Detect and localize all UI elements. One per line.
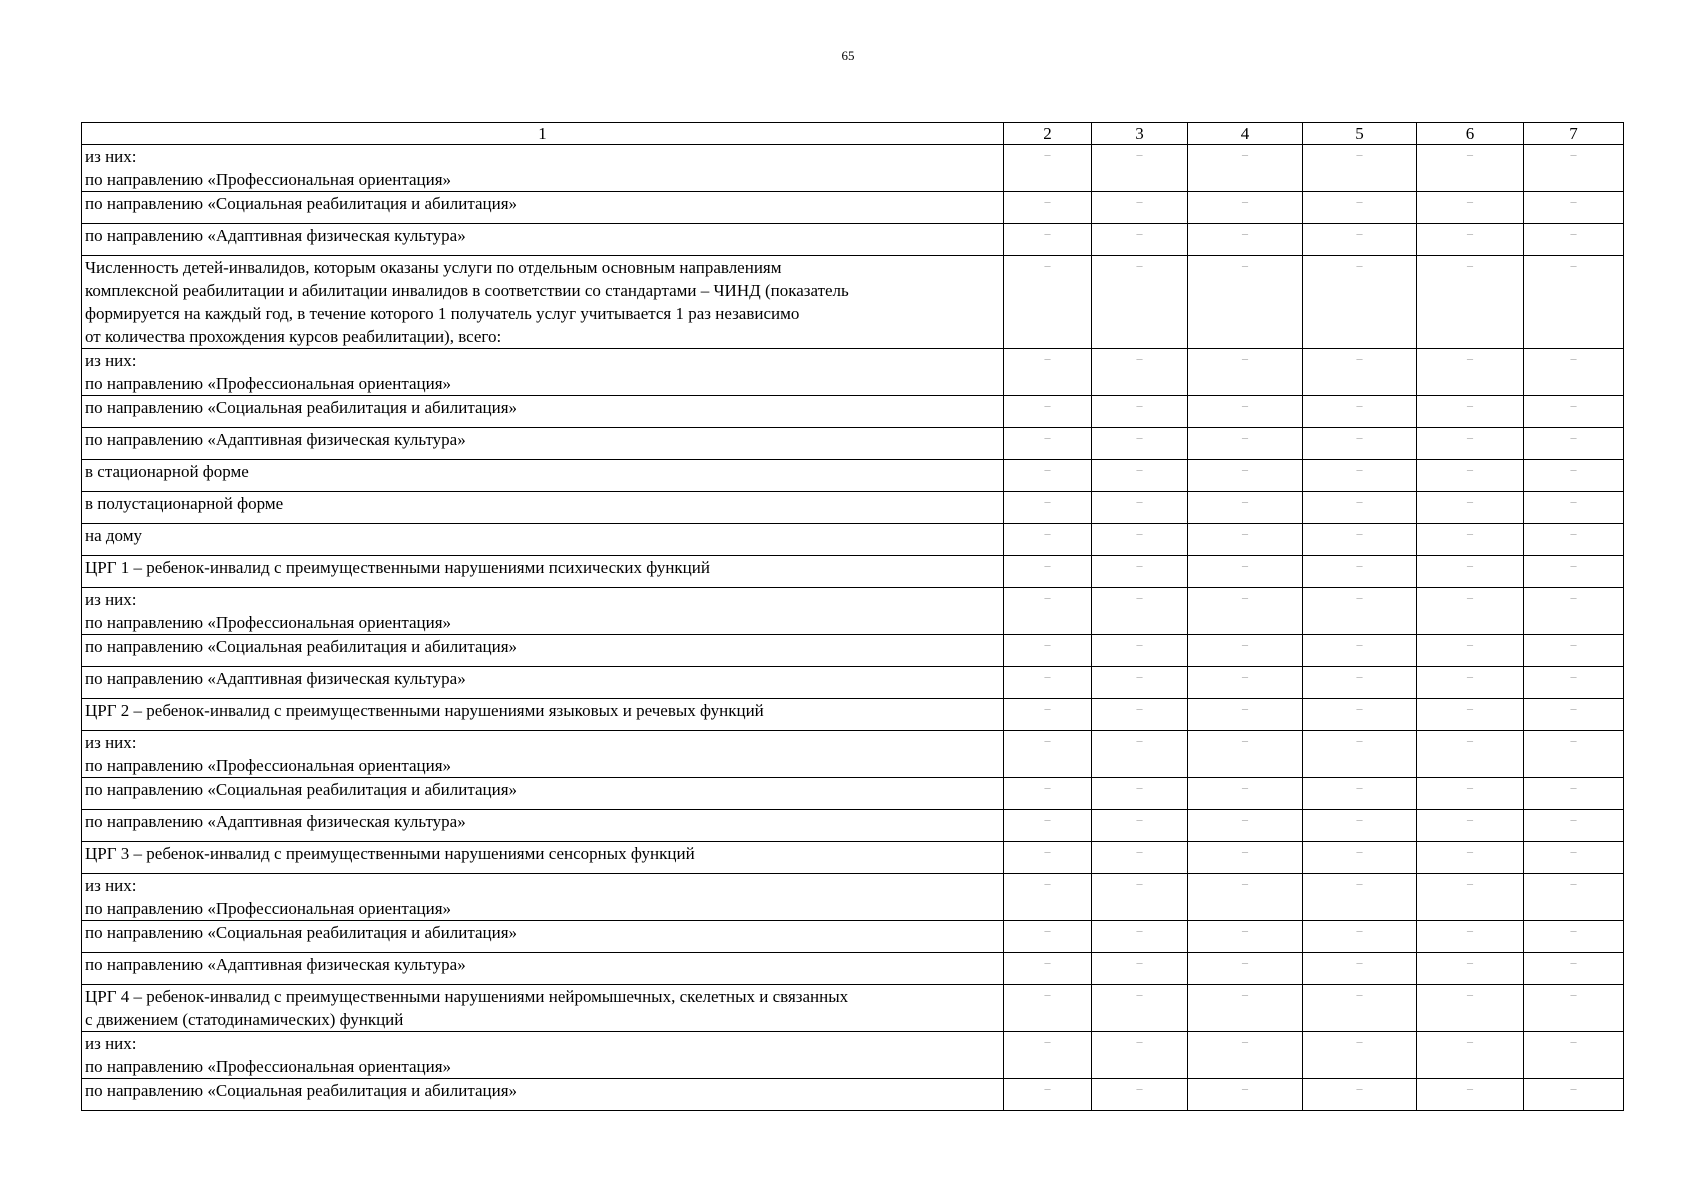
cell-col-7: – [1524,492,1624,524]
column-header-2: 2 [1004,123,1092,145]
cell-col-2: – [1004,1032,1092,1079]
table-row [82,145,1624,192]
cell-col-7: – [1524,953,1624,985]
table-row [82,349,1624,396]
table-row [82,635,1624,667]
table-row [82,492,1624,524]
cell-col-5: – [1303,492,1417,524]
cell-col-2: – [1004,396,1092,428]
row-label: в полустационарной форме [82,492,1004,524]
cell-col-3: – [1092,192,1188,224]
table-row [82,699,1624,731]
cell-col-5: – [1303,192,1417,224]
cell-col-6: – [1417,810,1524,842]
cell-col-5: – [1303,778,1417,810]
column-header-5: 5 [1303,123,1417,145]
cell-col-7: – [1524,192,1624,224]
cell-col-5: – [1303,1079,1417,1111]
cell-col-5: – [1303,224,1417,256]
cell-col-2: – [1004,921,1092,953]
table-row [82,224,1624,256]
cell-col-3: – [1092,953,1188,985]
cell-col-5: – [1303,428,1417,460]
cell-col-4: – [1188,256,1303,349]
table-row [82,588,1624,635]
cell-col-7: – [1524,667,1624,699]
row-label: ЦРГ 2 – ребенок-инвалид с преимущественными нарушениями языковых и речевых функций [82,699,1004,731]
cell-col-6: – [1417,256,1524,349]
table-row [82,810,1624,842]
cell-col-2: – [1004,224,1092,256]
row-label: по направлению «Адаптивная физическая культура» [82,953,1004,985]
cell-col-6: – [1417,145,1524,192]
cell-col-7: – [1524,842,1624,874]
cell-col-4: – [1188,731,1303,778]
column-header-1: 1 [82,123,1004,145]
cell-col-5: – [1303,588,1417,635]
cell-col-3: – [1092,256,1188,349]
cell-col-4: – [1188,492,1303,524]
cell-col-7: – [1524,778,1624,810]
cell-col-2: – [1004,985,1092,1032]
cell-col-3: – [1092,699,1188,731]
table-row [82,667,1624,699]
row-label: ЦРГ 4 – ребенок-инвалид с преимущественными нарушениями нейромышечных, скелетных и связанных с движением (статодинамических) функций [82,985,1004,1032]
cell-col-6: – [1417,635,1524,667]
row-label: по направлению «Социальная реабилитация и абилитация» [82,921,1004,953]
cell-col-7: – [1524,635,1624,667]
cell-col-4: – [1188,810,1303,842]
cell-col-3: – [1092,1079,1188,1111]
cell-col-2: – [1004,778,1092,810]
page-number: 65 [841,48,855,63]
row-label: из них: по направлению «Профессиональная ориентация» [82,1032,1004,1079]
cell-col-3: – [1092,145,1188,192]
table-row [82,731,1624,778]
cell-col-2: – [1004,588,1092,635]
cell-col-2: – [1004,810,1092,842]
cell-col-7: – [1524,1032,1624,1079]
cell-col-2: – [1004,699,1092,731]
table-row [82,778,1624,810]
cell-col-5: – [1303,349,1417,396]
cell-col-7: – [1524,588,1624,635]
table-row [82,985,1624,1032]
cell-col-4: – [1188,349,1303,396]
row-label: по направлению «Социальная реабилитация и абилитация» [82,192,1004,224]
cell-col-6: – [1417,1032,1524,1079]
cell-col-3: – [1092,810,1188,842]
cell-col-6: – [1417,524,1524,556]
cell-col-3: – [1092,224,1188,256]
cell-col-6: – [1417,985,1524,1032]
cell-col-5: – [1303,556,1417,588]
cell-col-3: – [1092,556,1188,588]
cell-col-2: – [1004,556,1092,588]
column-header-7: 7 [1524,123,1624,145]
cell-col-2: – [1004,874,1092,921]
cell-col-6: – [1417,667,1524,699]
table-row [82,256,1624,349]
cell-col-4: – [1188,396,1303,428]
table-row [82,460,1624,492]
cell-col-2: – [1004,524,1092,556]
cell-col-4: – [1188,699,1303,731]
table-row [82,524,1624,556]
cell-col-5: – [1303,256,1417,349]
cell-col-2: – [1004,1079,1092,1111]
cell-col-3: – [1092,349,1188,396]
table-row [82,921,1624,953]
table-row [82,396,1624,428]
cell-col-6: – [1417,874,1524,921]
cell-col-7: – [1524,428,1624,460]
cell-col-6: – [1417,556,1524,588]
cell-col-7: – [1524,396,1624,428]
cell-col-4: – [1188,953,1303,985]
table-row [82,1032,1624,1079]
cell-col-5: – [1303,953,1417,985]
table-header [82,123,1624,145]
row-label: по направлению «Адаптивная физическая культура» [82,667,1004,699]
cell-col-7: – [1524,699,1624,731]
cell-col-5: – [1303,524,1417,556]
table-body [82,145,1624,1111]
cell-col-3: – [1092,842,1188,874]
column-header-4: 4 [1188,123,1303,145]
cell-col-5: – [1303,699,1417,731]
cell-col-6: – [1417,396,1524,428]
row-label: по направлению «Адаптивная физическая культура» [82,810,1004,842]
cell-col-7: – [1524,256,1624,349]
cell-col-5: – [1303,985,1417,1032]
cell-col-5: – [1303,635,1417,667]
table-row [82,842,1624,874]
cell-col-4: – [1188,635,1303,667]
cell-col-2: – [1004,256,1092,349]
row-label: из них: по направлению «Профессиональная ориентация» [82,874,1004,921]
cell-col-2: – [1004,492,1092,524]
cell-col-3: – [1092,524,1188,556]
cell-col-5: – [1303,921,1417,953]
cell-col-6: – [1417,699,1524,731]
cell-col-6: – [1417,492,1524,524]
cell-col-4: – [1188,556,1303,588]
cell-col-4: – [1188,588,1303,635]
cell-col-7: – [1524,810,1624,842]
cell-col-4: – [1188,1032,1303,1079]
row-label: Численность детей-инвалидов, которым оказаны услуги по отдельным основным направлениям комплексной реабилитации и абилитации инвалидов в соответствии со стандартами – ЧИНД (показатель формируется на каждый год, в течение которого 1 получатель услуг учитывается 1 раз независимо от количества прохождения курсов реабилитации), всего: [82,256,1004,349]
cell-col-4: – [1188,874,1303,921]
cell-col-2: – [1004,731,1092,778]
cell-col-5: – [1303,460,1417,492]
cell-col-4: – [1188,460,1303,492]
cell-col-6: – [1417,349,1524,396]
cell-col-6: – [1417,588,1524,635]
report-table [81,122,1624,1111]
cell-col-6: – [1417,731,1524,778]
cell-col-2: – [1004,667,1092,699]
cell-col-7: – [1524,460,1624,492]
row-label: по направлению «Социальная реабилитация и абилитация» [82,635,1004,667]
table-row [82,428,1624,460]
table-row [82,953,1624,985]
cell-col-5: – [1303,1032,1417,1079]
cell-col-4: – [1188,1079,1303,1111]
cell-col-4: – [1188,192,1303,224]
cell-col-7: – [1524,985,1624,1032]
cell-col-7: – [1524,224,1624,256]
column-header-3: 3 [1092,123,1188,145]
row-label: по направлению «Социальная реабилитация и абилитация» [82,396,1004,428]
row-label: из них: по направлению «Профессиональная ориентация» [82,731,1004,778]
cell-col-5: – [1303,396,1417,428]
row-label: на дому [82,524,1004,556]
cell-col-2: – [1004,192,1092,224]
cell-col-7: – [1524,145,1624,192]
cell-col-6: – [1417,778,1524,810]
table-row [82,874,1624,921]
cell-col-3: – [1092,921,1188,953]
cell-col-3: – [1092,1032,1188,1079]
cell-col-5: – [1303,145,1417,192]
cell-col-3: – [1092,396,1188,428]
cell-col-4: – [1188,224,1303,256]
cell-col-5: – [1303,731,1417,778]
cell-col-2: – [1004,460,1092,492]
cell-col-3: – [1092,985,1188,1032]
cell-col-4: – [1188,524,1303,556]
row-label: ЦРГ 1 – ребенок-инвалид с преимущественными нарушениями психических функций [82,556,1004,588]
cell-col-2: – [1004,635,1092,667]
cell-col-2: – [1004,842,1092,874]
row-label: из них: по направлению «Профессиональная ориентация» [82,349,1004,396]
header-row [82,123,1624,145]
row-label: из них: по направлению «Профессиональная ориентация» [82,145,1004,192]
cell-col-2: – [1004,428,1092,460]
cell-col-6: – [1417,192,1524,224]
cell-col-3: – [1092,731,1188,778]
cell-col-4: – [1188,842,1303,874]
cell-col-6: – [1417,1079,1524,1111]
row-label: по направлению «Социальная реабилитация и абилитация» [82,778,1004,810]
cell-col-3: – [1092,667,1188,699]
cell-col-7: – [1524,524,1624,556]
cell-col-4: – [1188,667,1303,699]
cell-col-7: – [1524,349,1624,396]
cell-col-3: – [1092,778,1188,810]
cell-col-4: – [1188,921,1303,953]
cell-col-3: – [1092,635,1188,667]
cell-col-5: – [1303,667,1417,699]
cell-col-7: – [1524,874,1624,921]
cell-col-6: – [1417,428,1524,460]
column-header-6: 6 [1417,123,1524,145]
cell-col-2: – [1004,349,1092,396]
cell-col-7: – [1524,731,1624,778]
cell-col-6: – [1417,224,1524,256]
row-label: по направлению «Социальная реабилитация и абилитация» [82,1079,1004,1111]
cell-col-7: – [1524,556,1624,588]
cell-col-4: – [1188,428,1303,460]
cell-col-2: – [1004,145,1092,192]
cell-col-6: – [1417,921,1524,953]
cell-col-7: – [1524,921,1624,953]
cell-col-4: – [1188,145,1303,192]
cell-col-3: – [1092,588,1188,635]
cell-col-4: – [1188,778,1303,810]
cell-col-3: – [1092,460,1188,492]
cell-col-2: – [1004,953,1092,985]
row-label: из них: по направлению «Профессиональная ориентация» [82,588,1004,635]
row-label: ЦРГ 3 – ребенок-инвалид с преимущественными нарушениями сенсорных функций [82,842,1004,874]
row-label: в стационарной форме [82,460,1004,492]
row-label: по направлению «Адаптивная физическая культура» [82,428,1004,460]
cell-col-5: – [1303,842,1417,874]
table-row [82,192,1624,224]
cell-col-5: – [1303,810,1417,842]
cell-col-6: – [1417,842,1524,874]
cell-col-3: – [1092,428,1188,460]
table-row [82,556,1624,588]
cell-col-6: – [1417,460,1524,492]
cell-col-6: – [1417,953,1524,985]
cell-col-4: – [1188,985,1303,1032]
cell-col-3: – [1092,492,1188,524]
row-label: по направлению «Адаптивная физическая культура» [82,224,1004,256]
cell-col-3: – [1092,874,1188,921]
cell-col-7: – [1524,1079,1624,1111]
table-row [82,1079,1624,1111]
cell-col-5: – [1303,874,1417,921]
